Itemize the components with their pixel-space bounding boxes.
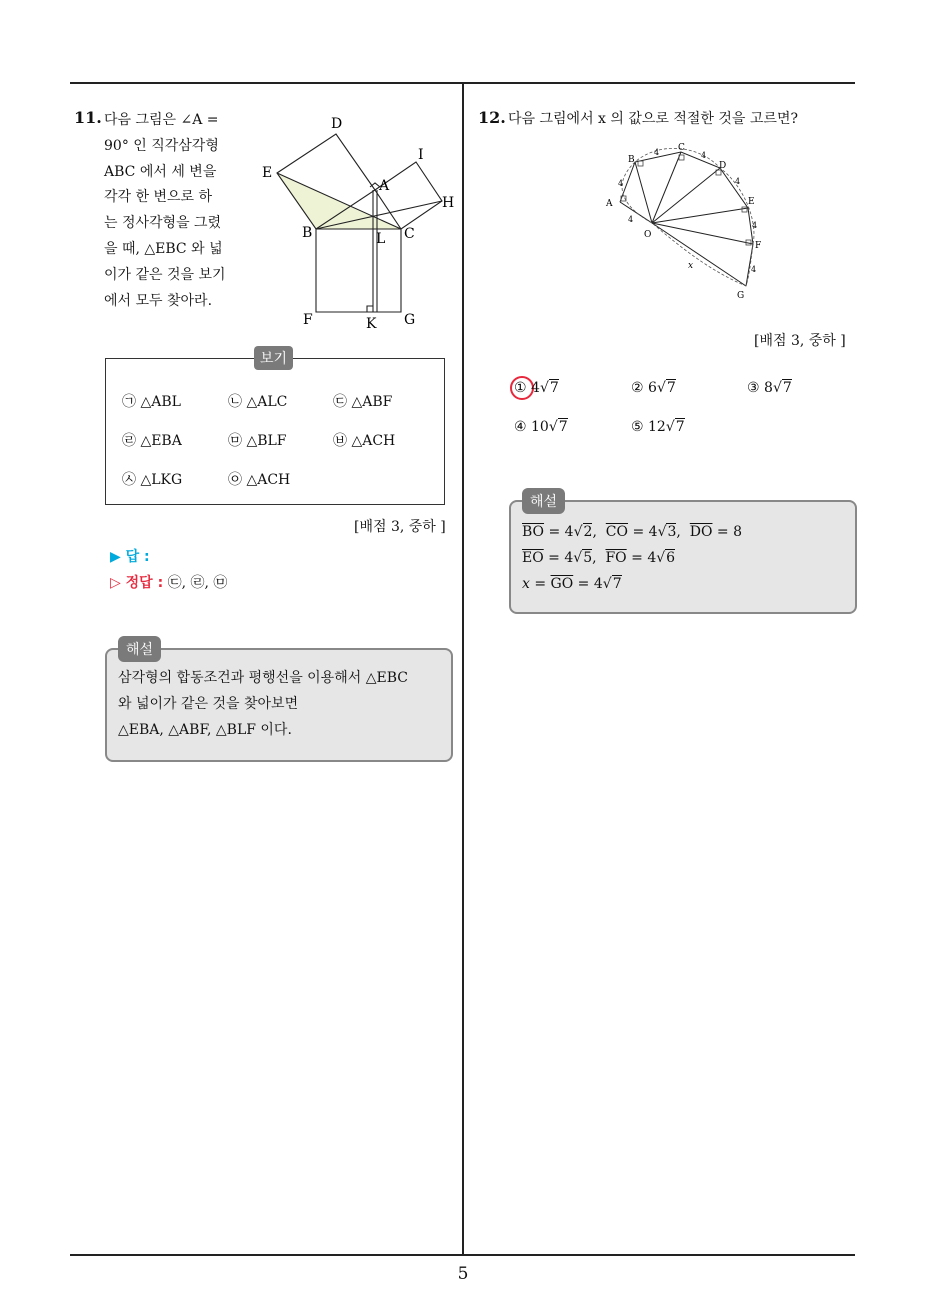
solution-line-3: $x = \overline{GO} = 4√7$	[522, 576, 622, 592]
length-label: 4	[701, 151, 707, 160]
choice-2[interactable]: ② 6√7	[631, 380, 676, 396]
label-f: F	[303, 312, 313, 328]
segment-co: $\overline{CO}$	[605, 524, 628, 540]
length-label: 4	[654, 148, 660, 157]
choice-radicand: 7	[675, 419, 685, 435]
length-label: 4	[751, 265, 757, 274]
radicand: 3	[667, 524, 677, 540]
bogi-label: 보기	[254, 346, 293, 370]
correct-answer-value: ㉢, ㉣, ㉤	[167, 575, 228, 591]
q12-number: 12.	[478, 108, 506, 127]
choice-coef: 4	[531, 380, 540, 396]
segment-go: $\overline{GO}$	[550, 576, 574, 592]
bogi-item: ㉠ △ABL	[122, 394, 181, 410]
q11-number: 11.	[74, 108, 102, 127]
variable-x: x	[522, 576, 530, 592]
coef: 4	[564, 524, 574, 540]
choice-number: ③	[747, 380, 760, 396]
label-c: C	[404, 226, 415, 242]
choice-coef: 6	[648, 380, 657, 396]
q12-solution-text	[522, 519, 742, 597]
q11-question	[104, 108, 264, 314]
bogi-item: ㉦ △LKG	[122, 472, 183, 488]
q11-line: 는 정사각형을 그렸	[104, 215, 222, 232]
segment-do: $\overline{DO}$	[689, 524, 713, 540]
radicand: 6	[666, 550, 676, 566]
bogi-item: ㉢ △ABF	[333, 394, 393, 410]
choice-number: ⑤	[631, 419, 644, 435]
q12-score: [배점 3, 중하 ]	[754, 333, 846, 349]
choice-coef: 10	[531, 419, 549, 435]
label-l: L	[376, 231, 386, 247]
coef: 4	[648, 524, 658, 540]
answer-line: ▶ 답 :	[110, 549, 150, 565]
choice-radicand: 7	[549, 380, 559, 396]
q11-line: 을 때, △EBC 와 넓	[104, 240, 223, 257]
choice-coef: 12	[648, 419, 666, 435]
length-label: 4	[628, 215, 634, 224]
label-g: G	[404, 312, 416, 328]
segment-oc	[652, 152, 681, 223]
q11-line: 각각 한 변으로 하	[104, 189, 213, 206]
q12-figure	[598, 140, 768, 305]
segment-oe	[652, 208, 748, 223]
q11-line: ABC 에서 세 변을	[104, 163, 217, 180]
q11-line: 이가 같은 것을 보기	[104, 266, 226, 283]
fig-label-b: B	[628, 155, 635, 165]
right-angle-mark	[638, 161, 643, 166]
radicand: 7	[612, 576, 622, 592]
choice-coef: 8	[764, 380, 773, 396]
q12-question: 다음 그림에서 x 의 값으로 적절한 것을 고르면?	[508, 111, 798, 127]
choice-radicand: 7	[558, 419, 568, 435]
choice-number: ①	[514, 380, 527, 396]
choice-radicand: 7	[782, 380, 792, 396]
fig-label-c: C	[678, 143, 685, 153]
q11-line: 에서 모두 찾아라.	[104, 292, 213, 309]
page-number: 5	[457, 1264, 469, 1284]
length-label: 4	[752, 221, 758, 230]
fig-label-a: A	[606, 199, 613, 209]
q11-solution-text	[118, 665, 408, 743]
q11-score: [배점 3, 중하 ]	[354, 519, 446, 535]
correct-answer	[110, 572, 227, 592]
segment-bo: $\overline{BO}$	[522, 524, 545, 540]
radicand: 5	[583, 550, 593, 566]
q11-figure	[258, 113, 458, 335]
q11-line: 90° 인 직각삼각형	[104, 137, 219, 154]
solution-line: 삼각형의 합동조건과 평행선을 이용해서 △EBC	[118, 670, 408, 686]
right-angle-mark	[742, 207, 747, 212]
spiral-hypotenuses	[620, 152, 753, 286]
q12-solution-label: 해설	[522, 488, 565, 514]
fig-label-d: D	[719, 161, 727, 171]
choice-5[interactable]: ⑤ 12√7	[631, 419, 685, 435]
choice-number: ②	[631, 380, 644, 396]
fig-label-e: E	[748, 197, 755, 207]
length-label: 4	[618, 179, 624, 188]
coef: 4	[647, 550, 657, 566]
square-bcgf	[316, 229, 401, 312]
value: 8	[733, 524, 743, 540]
label-i: I	[418, 147, 424, 163]
fig-label-x: x	[688, 261, 694, 271]
solution-line-2: $\overline{EO} = 4√5$, $\overline{FO} = 4√6$	[522, 550, 676, 566]
fig-label-g: G	[737, 291, 745, 301]
bogi-item: ㉥ △ACH	[333, 433, 396, 449]
bottom-rule	[70, 1254, 855, 1256]
choice-1[interactable]: ① 4√7	[514, 380, 559, 396]
label-a: A	[379, 178, 390, 194]
bogi-item: ㉤ △BLF	[228, 433, 287, 449]
choice-radicand: 7	[666, 380, 676, 396]
length-label: 4	[735, 177, 741, 186]
radicand: 2	[583, 524, 593, 540]
fig-label-f: F	[755, 241, 762, 251]
bogi-item: ㉣ △EBA	[122, 433, 182, 449]
bogi-item: ㉧ △ACH	[228, 472, 291, 488]
label-b: B	[302, 225, 313, 241]
correct-answer-label: ▷ 정답 :	[110, 575, 164, 591]
solution-line: △EBA, △ABF, △BLF 이다.	[118, 722, 292, 738]
label-e: E	[262, 165, 273, 181]
segment-fo: $\overline{FO}$	[605, 550, 627, 566]
segment-eo: $\overline{EO}$	[522, 550, 544, 566]
coef: 4	[564, 550, 574, 566]
square-acih	[375, 162, 442, 229]
bogi-item: ㉡ △ALC	[228, 394, 288, 410]
label-d: D	[331, 116, 343, 132]
choice-3[interactable]: ③ 8√7	[747, 380, 792, 396]
segment-od	[652, 168, 720, 223]
label-k: K	[366, 316, 377, 332]
coef: 4	[593, 576, 603, 592]
label-h: H	[442, 195, 455, 211]
q11-solution-label: 해설	[118, 636, 161, 662]
fig-label-o: O	[644, 230, 652, 240]
solution-line-1: $\overline{BO} = 4√2$, $\overline{CO} = 4√3$, $\overline{DO} = 8$	[522, 524, 743, 540]
right-angle-k	[367, 306, 373, 312]
column-divider	[462, 83, 464, 1255]
q11-line: 다음 그림은 ∠A =	[104, 112, 219, 128]
choice-number: ④	[514, 419, 527, 435]
solution-line: 와 넓이가 같은 것을 찾아보면	[118, 696, 299, 712]
choice-4[interactable]: ④ 10√7	[514, 419, 568, 435]
